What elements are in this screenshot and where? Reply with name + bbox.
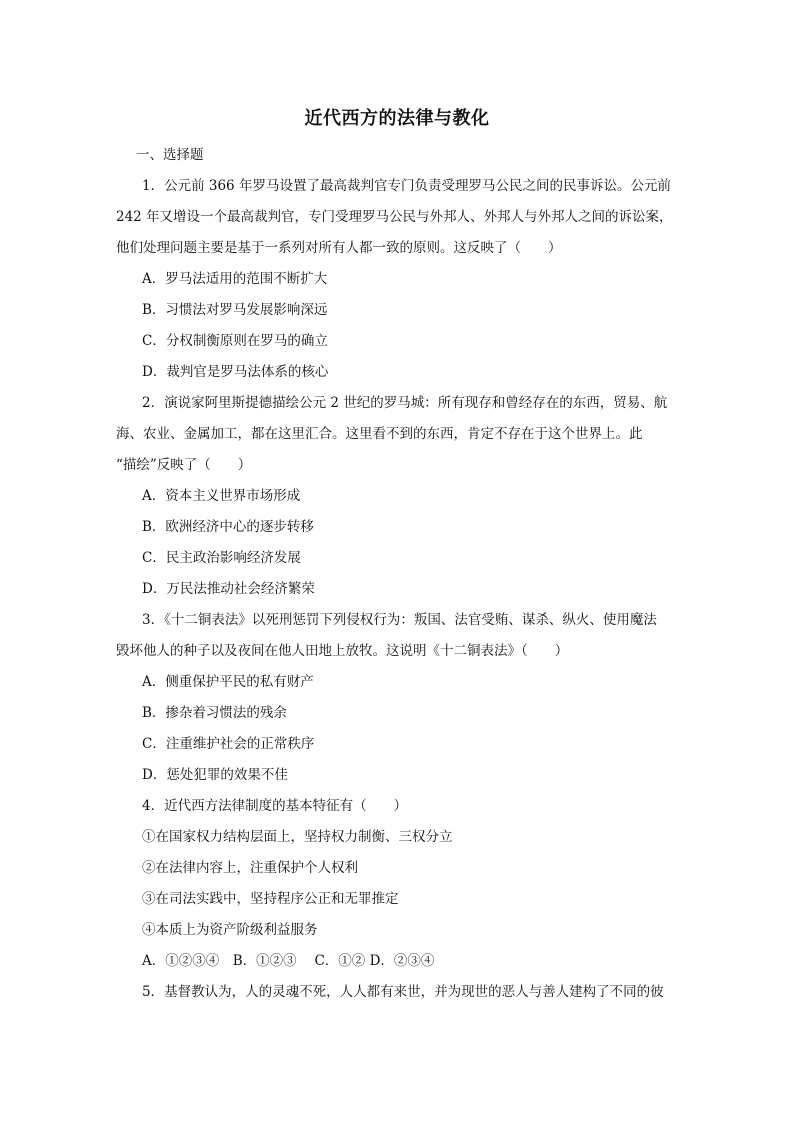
question-3-option-a: A．侧重保护平民的私有财产 [142,674,314,690]
page-title: 近代西方的法律与教化 [304,108,490,129]
question-2-line-2: 海、农业、金属加工，都在这里汇合。这里看不到的东西，肯定不存在于这个世界上。此 [116,426,643,442]
question-3-option-c: C．注重维护社会的正常秩序 [142,736,315,752]
question-3-line-2: 毁坏他人的种子以及夜间在他人田地上放牧。这说明《十二铜表法》（ ） [116,643,569,659]
question-1-option-c: C．分权制衡原则在罗马的确立 [142,333,328,349]
question-4-statement-3: ③在司法实践中，坚持程序公正和无罪推定 [142,891,399,907]
question-2-option-d: D．万民法推动社会经济繁荣 [142,581,315,597]
question-1-option-a: A．罗马法适用的范围不断扩大 [142,271,328,287]
question-3-option-d: D．惩处犯罪的效果不佳 [142,767,288,783]
question-4-statement-4: ④本质上为资产阶级利益服务 [142,922,318,938]
question-2-option-a: A．资本主义世界市场形成 [142,488,301,504]
question-4-statement-1: ①在国家权力结构层面上，坚持权力制衡、三权分立 [142,829,453,845]
question-2-option-b: B．欧洲经济中心的逐步转移 [142,519,314,535]
question-4-options: A．①②③④ B．①②③ C．①② D．②③④ [142,953,435,969]
question-2-line-1: 2．演说家阿里斯提德描绘公元 2 世纪的罗马城：所有现存和曾经存在的东西，贸易、航 [142,395,668,411]
question-3-line-1: 3．《十二铜表法》以死刑惩罚下列侵权行为：叛国、法官受贿、谋杀、纵火、使用魔法 [142,612,657,628]
section-heading: 一、选择题 [136,147,204,163]
question-5-line-1: 5．基督教认为，人的灵魂不死，人人都有来世，并为现世的恶人与善人建构了不同的彼 [142,984,664,1000]
question-3-option-b: B．掺杂着习惯法的残余 [142,705,287,721]
question-2-line-3: “描绘”反映了（ ） [116,457,252,473]
question-4-statement-2: ②在法律内容上，注重保护个人权利 [142,860,358,876]
question-1-line-2: 242 年又增设一个最高裁判官，专门受理罗马公民与外邦人、外邦人与外邦人之间的诉讼案， [116,209,673,225]
question-1-line-1: 1．公元前 366 年罗马设置了最高裁判官专门负责受理罗马公民之间的民事诉讼。公元前 [142,178,671,194]
question-list [116,140,684,1008]
question-1-line-3: 他们处理问题主要是基于一系列对所有人都一致的原则。这反映了（ ） [116,240,562,256]
question-4-line-1: 4．近代西方法律制度的基本特征有（ ） [142,798,408,814]
question-1-option-b: B．习惯法对罗马发展影响深远 [142,302,328,318]
question-1-option-d: D．裁判官是罗马法体系的核心 [142,364,329,380]
question-2-option-c: C．民主政治影响经济发展 [142,550,301,566]
